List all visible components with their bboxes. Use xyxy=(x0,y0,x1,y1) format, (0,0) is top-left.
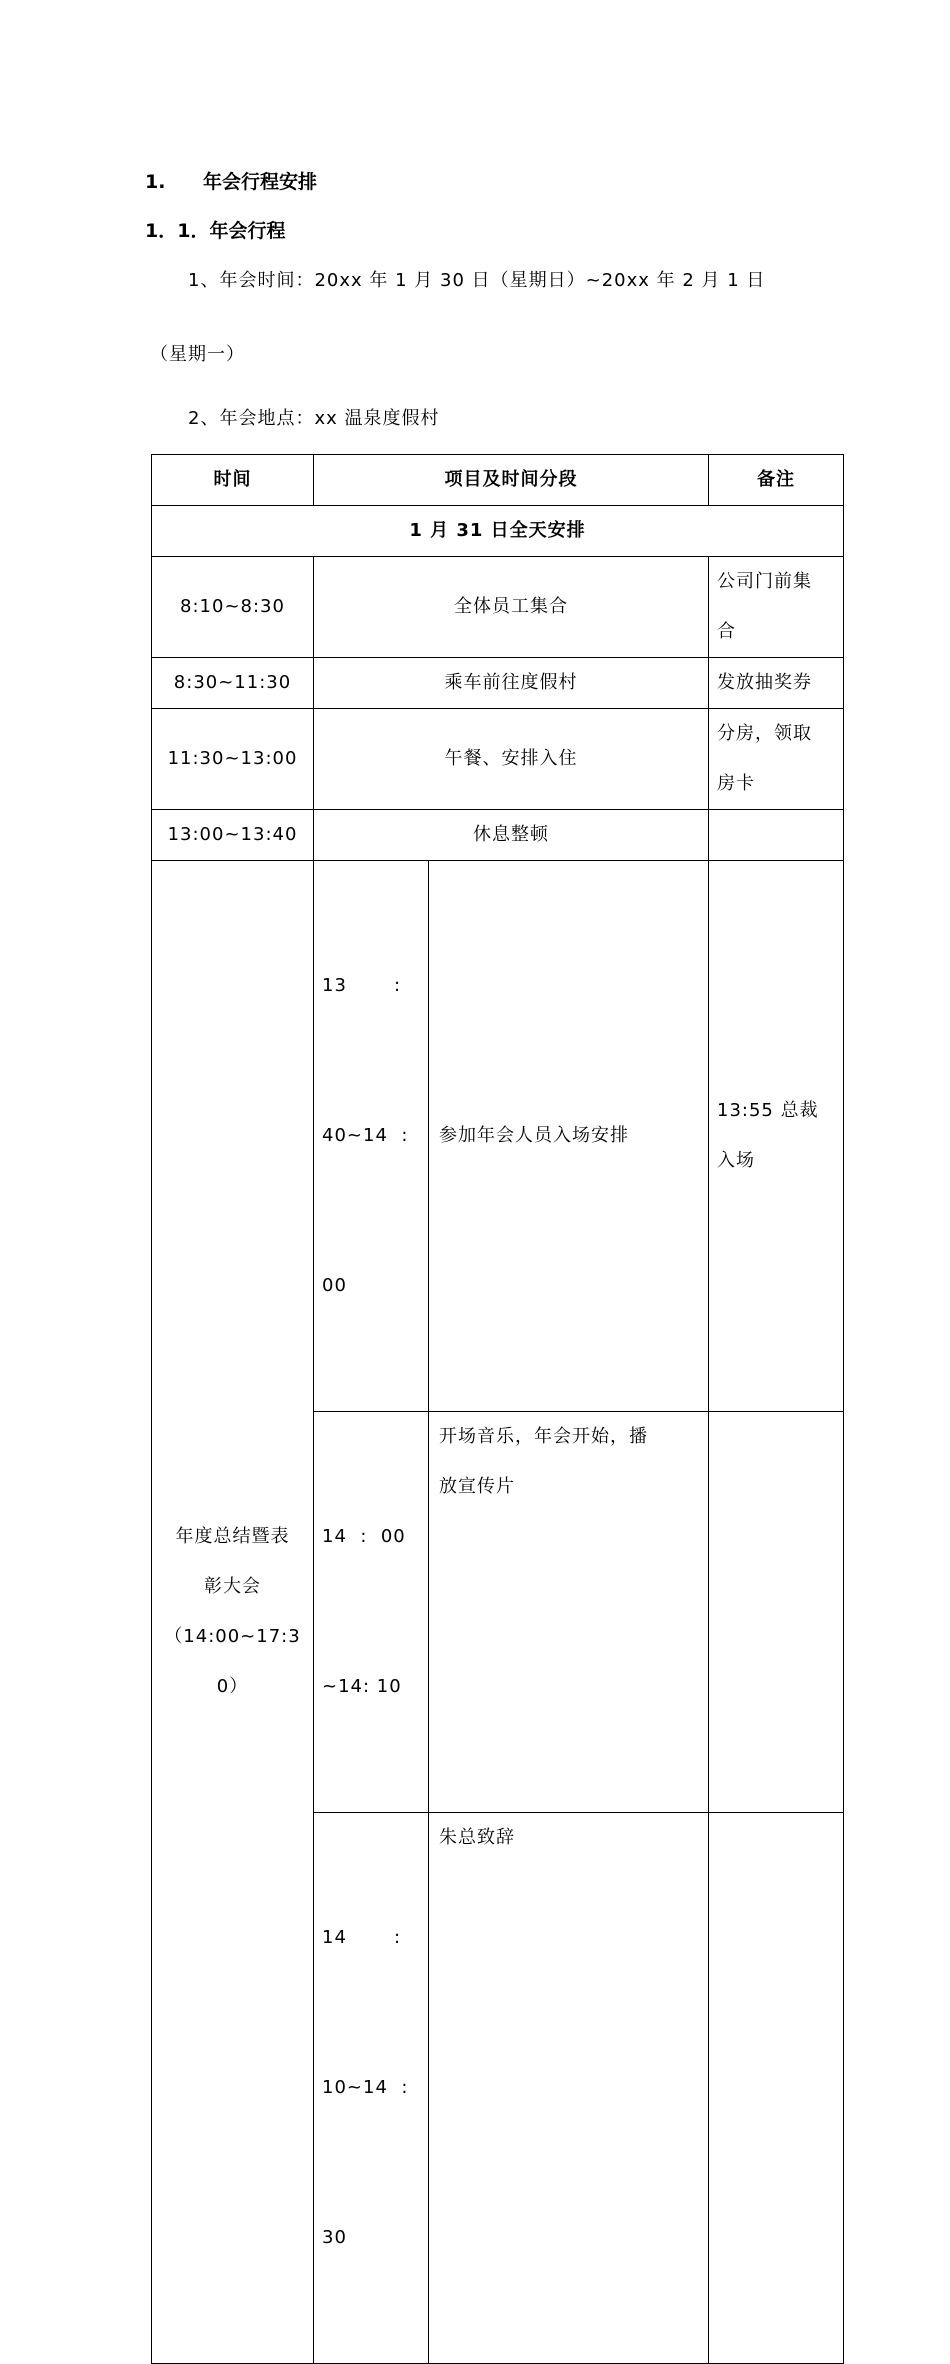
row-time: 8:10~8:30 xyxy=(152,557,314,658)
row-note xyxy=(709,810,844,861)
subrow-time: 14 : 00 ~14: 10 xyxy=(314,1412,429,1813)
row-time: 8:30~11:30 xyxy=(152,658,314,709)
subrow-note xyxy=(709,1813,844,2364)
row-project: 乘车前往度假村 xyxy=(314,658,709,709)
meeting-time-line: 1、年会时间：20xx 年 1 月 30 日（星期日）~20xx 年 2 月 1 日 xyxy=(188,270,766,291)
subrow-note: 13:55 总裁 入场 xyxy=(709,861,844,1412)
table-row xyxy=(152,658,844,709)
header-note: 备注 xyxy=(709,455,844,506)
table-header-row xyxy=(152,455,844,506)
table-row xyxy=(152,810,844,861)
row-note: 公司门前集 合 xyxy=(709,557,844,658)
row-note: 发放抽奖券 xyxy=(709,658,844,709)
subrow-desc: 朱总致辞 xyxy=(429,1813,709,2364)
section-title: 1 月 31 日全天安排 xyxy=(152,506,844,557)
meeting-time-line-continued: （星期一） xyxy=(150,344,245,365)
row-project: 全体员工集合 xyxy=(314,557,709,658)
heading-number: 1. xyxy=(145,171,166,193)
heading-title: 年会行程安排 xyxy=(203,171,318,193)
header-time: 时间 xyxy=(152,455,314,506)
table-row xyxy=(152,709,844,810)
subrow-time: 14 : 10~14 : 30 xyxy=(314,1813,429,2364)
group-label: 年度总结暨表 彰大会 （14:00~17:3 0） xyxy=(152,861,314,2364)
row-project: 休息整顿 xyxy=(314,810,709,861)
group-subrow xyxy=(152,861,844,1412)
subrow-desc: 开场音乐，年会开始，播 放宣传片 xyxy=(429,1412,709,1813)
section-row xyxy=(152,506,844,557)
schedule-table xyxy=(151,454,844,2364)
heading-level-1 xyxy=(145,168,317,196)
table-row xyxy=(152,557,844,658)
row-time: 11:30~13:00 xyxy=(152,709,314,810)
subrow-time: 13 : 40~14 : 00 xyxy=(314,861,429,1412)
row-project: 午餐、安排入住 xyxy=(314,709,709,810)
row-time: 13:00~13:40 xyxy=(152,810,314,861)
row-note: 分房，领取 房卡 xyxy=(709,709,844,810)
meeting-place-line: 2、年会地点：xx 温泉度假村 xyxy=(188,408,440,429)
header-project: 项目及时间分段 xyxy=(314,455,709,506)
subrow-desc: 参加年会人员入场安排 xyxy=(429,861,709,1412)
subrow-note xyxy=(709,1412,844,1813)
heading-level-2: 1．1．年会行程 xyxy=(145,220,286,242)
